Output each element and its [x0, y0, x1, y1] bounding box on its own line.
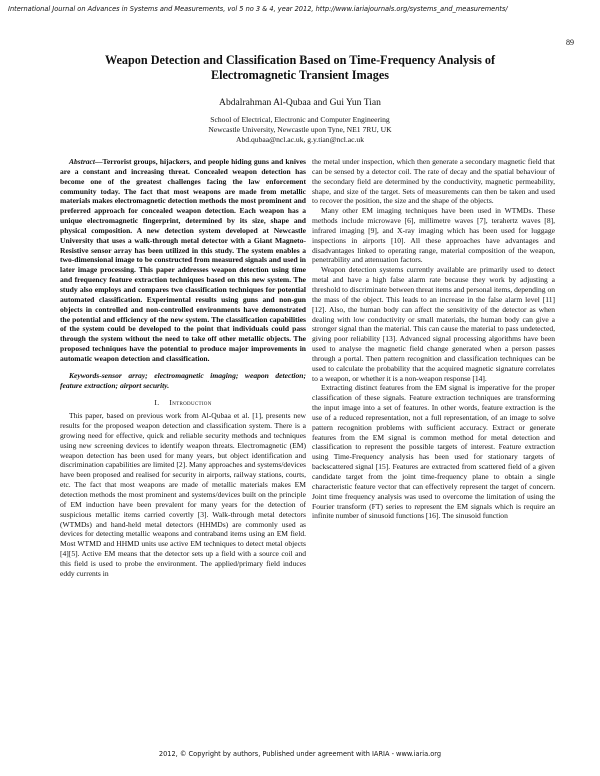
abstract-label: Abstract — [69, 157, 95, 166]
abstract — [60, 157, 306, 364]
title-line-1: Weapon Detection and Classification Based on Time-Frequency Analysis of — [104, 53, 496, 67]
copyright-footer: 2012, © Copyright by authors, Published under agreement with IARIA - www.iaria.org — [158, 750, 442, 758]
journal-header: International Journal on Advances in Systems and Measurements, vol 5 no 3 & 4, year 2012, http://www.iariajournals.org/systems_and_measurements/ — [8, 5, 508, 13]
paragraph: the metal under inspection, which then generate a secondary magnetic field that can be sensed by a detector coil. The rate of decay and the spatial behaviour of the secondary field are determined by the conductivity, magnetic permeability, shape, and size of the target. Sets of measurements can then be taken and used to recover the position, the size and the shape of the objects. — [312, 157, 555, 206]
paper-title — [60, 53, 540, 82]
left-column — [60, 157, 306, 579]
affiliation-school: School of Electrical, Electronic and Computer Engineering — [210, 115, 390, 124]
paragraph: This paper, based on previous work from Al-Qubaa et al. [1], presents new results for the proposed weapon detection and classification system. There is a growing need for effective, quick and reliable security methods and techniques using new screening devices to identify weapon threats. Electromagnetic (EM) weapon detection has been used for many years, but object identification and discrimination capabilities are limited [2]. Many approaches and systems/devices have been proposed and realised for security in airports, railway stations, courts, etc. The fact that most weapons are made of metallic materials makes EM detection methods the most prominent and systems/devices built on the principle of EM induction have been prevalent for many years for the detection of suspicious metallic items carried covertly [3]. Walk-through metal detectors (WTMDs) and hand-held metal detectors (HHMDs) are commonly used as devices for detecting metallic weapons and contraband items using an EM field. Most WTMD and HHMD units use active EM techniques to detect metal objects [4][5]. Active EM means that the detector sets up a field with a source coil and this field is used to probe the environment. The applied/primary field induces eddy currents in — [60, 411, 306, 578]
paragraph: Weapon detection systems currently available are primarily used to detect metal and have a high false alarm rate because they work by adjusting a threshold to discriminate between threat items and personal items, depending on the mass of the object. This leads to an increase in the false alarm level [11] [12]. Also, the human body can affect the sensitivity of the detector as when dealing with low conductivity or small materials, the human body can give a stronger signal than the material. This can cause the material to pass undetected, giving poor reliability [13]. Advanced signal processing algorithms have been used to analyse the magnetic field change generated when a person passes through a portal. Then pattern recognition and classification techniques can be used to calculate the probability that the acquired magnetic signature correlates to a weapon, or whether it is a non-weapon response [14]. — [312, 265, 555, 383]
author-emails: Abd.qubaa@ncl.ac.uk, g.y.tian@ncl.ac.uk — [236, 135, 364, 144]
page-number: 89 — [566, 38, 574, 47]
section-title: Introduction — [169, 398, 212, 408]
title-line-2: Electromagnetic Transient Images — [210, 67, 390, 82]
affiliation-university: Newcastle University, Newcastle upon Tyne, NE1 7RU, UK — [208, 125, 392, 134]
paragraph: Many other EM imaging techniques have been used in WTMDs. These methods include microwave [6], millimetre waves [7], terahertz waves [8], infrared imaging [9], and X-ray imaging which has been used for luggage inspections in airports [10]. All these approaches have advantages and disadvantages linked to operating range, material composition of the weapon, penetrability and attenuation factors. — [312, 206, 555, 265]
paragraph: Extracting distinct features from the EM signal is imperative for the proper classification of these signals. Feature extraction techniques are transforming the input image into a set of features. In other words, feature extraction is the use of a reduced representation, not a full representation, of an image to solve pattern recognition problems with sufficient accuracy. Extract or generate features from the EM signal is common method for metal detection and classification to represent the possible targets of interest. Feature extraction using Time-Frequency analysis has been used for stationary targets of backscattered signal [15]. Features are extracted from scattered field of a given candidate target from the joint time-frequency plane to obtain a single characteristic feature vector that can effectively represent the target of concern. Joint time frequency analysis was used to overcome the limitation of using the Fourier transform (FT) series to represent the EM signals which is require an infinite number of sinusoid functions [16]. The sinusoid function — [312, 383, 555, 521]
right-column — [312, 157, 555, 521]
keywords: Keywords-sensor array; electromagnetic imaging; weapon detection; feature extraction; airport security. — [60, 370, 306, 390]
section-heading-introduction — [60, 398, 306, 408]
abstract-text: —Terrorist groups, hijackers, and people hiding guns and knives are a constant and increasing threat. Concealed weapon detection has become one of the greatest challenges facing the law enforcement community today. The fact that most weapons are made from metallic materials makes electromagnetic detection methods the most prominent and preferred approach for concealed weapon detection. Each weapon has a unique electromagnetic fingerprint, determined by its size, shape and physical composition. A new detection system developed at Newcastle University that uses a walk-through metal detector with a Giant Magneto-Resistive sensor array has been utilized in this study. The system enables a two-dimensional image to be constructed from measured signals and used in later image processing. This paper addresses weapon detection using time and frequency feature extraction techniques based on this new system. The study also employs and compares two classification techniques for potential automated classification. Experimental results using guns and non-gun objects in controlled and non-controlled environments have demonstrated the potential and efficiency of the new system. The classification capabilities of the system could be developed to the point that individuals could pass through the system without the need to take off other metallic objects. The proposed techniques have the potential to produce major improvements in automatic weapon detection and classification. — [60, 157, 306, 363]
section-number: I. — [154, 398, 160, 408]
authors: Abdalrahman Al-Qubaa and Gui Yun Tian — [219, 97, 381, 108]
